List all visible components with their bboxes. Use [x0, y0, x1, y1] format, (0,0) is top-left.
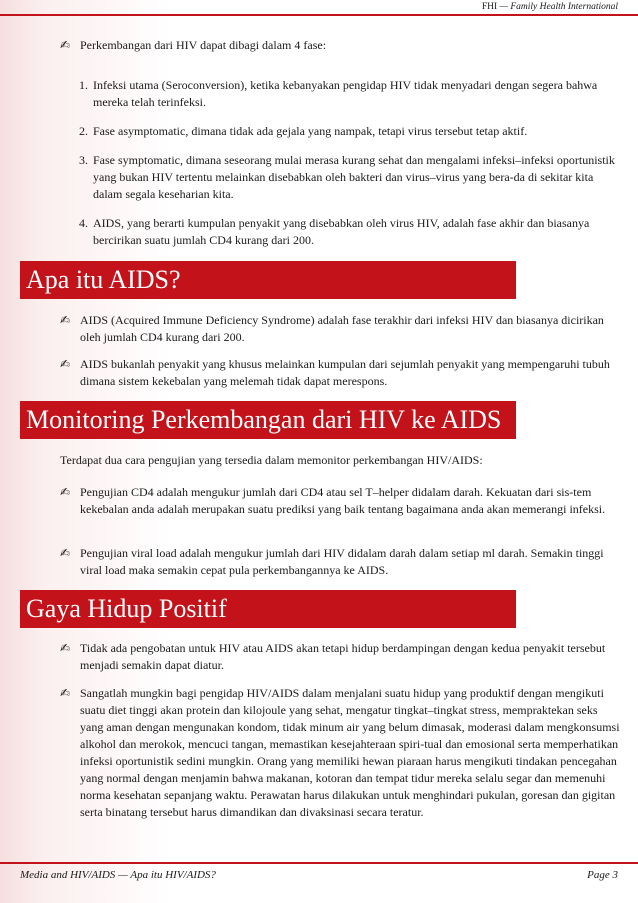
pen-nib-icon: ✍	[60, 641, 71, 655]
section-intro: Terdapat dua cara pengujian yang tersedia dalam memonitor perkembangan HIV/AIDS:	[60, 453, 483, 467]
bullet-text: AIDS bukanlah penyakit yang khusus melainkan kumpulan dari sejumlah penyakit yang mempengaruhi tubuh dimana sistem kekebalan yang melemah tidak dapat merespons.	[80, 357, 610, 388]
pen-nib-icon: ✍	[60, 686, 71, 700]
header-rule	[0, 14, 638, 16]
section-heading: Apa itu AIDS?	[20, 261, 516, 299]
section-heading: Gaya Hidup Positif	[20, 590, 516, 628]
bullet-text: Tidak ada pengobatan untuk HIV atau AIDS akan tetapi hidup berdampingan dengan kedua penyakit tersebut menjadi semakin dapat diatur.	[80, 641, 606, 672]
header-org: FHI	[481, 2, 498, 12]
phase-item	[79, 215, 615, 249]
bullet-text: Pengujian viral load adalah mengukur jumlah dari HIV didalam darah dalam setiap ml darah. Semakin tinggi viral load maka semakin cepat pula perkembangannya ke AIDS.	[80, 546, 604, 577]
pen-nib-icon: ✍	[60, 357, 71, 371]
pen-nib-icon: ✍	[60, 38, 71, 52]
intro-bullet-text: Perkembangan dari HIV dapat dibagi dalam 4 fase:	[80, 38, 327, 52]
page-number: Page 3	[587, 869, 618, 881]
phase-item	[79, 123, 615, 140]
phase-item	[79, 152, 615, 203]
bullet-text: Sangatlah mungkin bagi pengidap HIV/AIDS dalam menjalani suatu hidup yang produktif dengan mengikuti suatu diet tinggi akan protein dan kilojoule yang sehat, mengatur tingkat–tingkat stress, mempraktekan seks yang aman dengan mengunakan kondom, tidak minum air yang belum dimasak, moderasi dalam mengkonsumsi alkohol dan merokok, mencuci tangan, memastikan kesejahteraan spiri-tual dan emosional serta memperhatikan infeksi oportunistik sedini mungkin. Orang yang memiliki hewan piaraan harus mengikuti tindakan pencegahan yang normal dengan menjamin bahwa makanan, kotoran dan tempat tidur mereka selalu segar dan memenuhi norma kesehatan sepanjang waktu. Perawatan harus dilakukan untuk menghindari pukulan, goresan dan gigitan serta binatang tersebut harus dimandikan dan divaksinasi secara teratur.	[80, 686, 620, 819]
phase-text: Fase asymptomatic, dimana tidak ada gejala yang nampak, tetapi virus tersebut tetap aktif.	[93, 124, 528, 138]
header-separator: —	[497, 2, 511, 12]
header-org-full: Family Health International	[510, 2, 618, 12]
phase-text: AIDS, yang berarti kumpulan penyakit yang disebabkan oleh virus HIV, adalah fase akhir dan biasanya bercirikan suatu jumlah CD4 kurang dari 200.	[93, 216, 590, 247]
pen-nib-icon: ✍	[60, 485, 71, 499]
phase-number: 2.	[79, 124, 88, 138]
bullet-text: AIDS (Acquired Immune Deficiency Syndrome) adalah fase terakhir dari infeksi HIV dan biasanya dicirikan oleh jumlah CD4 kurang dari 200.	[80, 313, 604, 344]
running-header	[482, 0, 618, 14]
phase-item	[79, 77, 615, 111]
footer-title: Media and HIV/AIDS — Apa itu HIV/AIDS?	[20, 869, 216, 881]
pen-nib-icon: ✍	[60, 313, 71, 327]
footer-rule	[0, 862, 638, 864]
pen-nib-icon: ✍	[60, 546, 71, 560]
section-heading: Monitoring Perkembangan dari HIV ke AIDS	[20, 401, 516, 439]
bullet-text: Pengujian CD4 adalah mengukur jumlah dari CD4 atau sel T–helper didalam darah. Kekuatan dari sis-tem kekebalan anda adalah merupakan suatu prediksi yang baik tentang bagaimana anda akan memerangi infeksi.	[80, 485, 606, 516]
phase-number: 1.	[79, 78, 88, 92]
phase-number: 4.	[79, 216, 88, 230]
phase-text: Fase symptomatic, dimana seseorang mulai merasa kurang sehat dan mengalami infeksi–infeksi oportunistik yang bukan HIV tertentu melainkan disebabkan oleh bakteri dan virus–virus yang bera-da di sekitar kita dalam segala keseharian kita.	[93, 153, 615, 201]
phase-text: Infeksi utama (Seroconversion), ketika kebanyakan pengidap HIV tidak menyadari dengan segera bahwa mereka telah terinfeksi.	[93, 78, 598, 109]
phase-number: 3.	[79, 153, 88, 167]
